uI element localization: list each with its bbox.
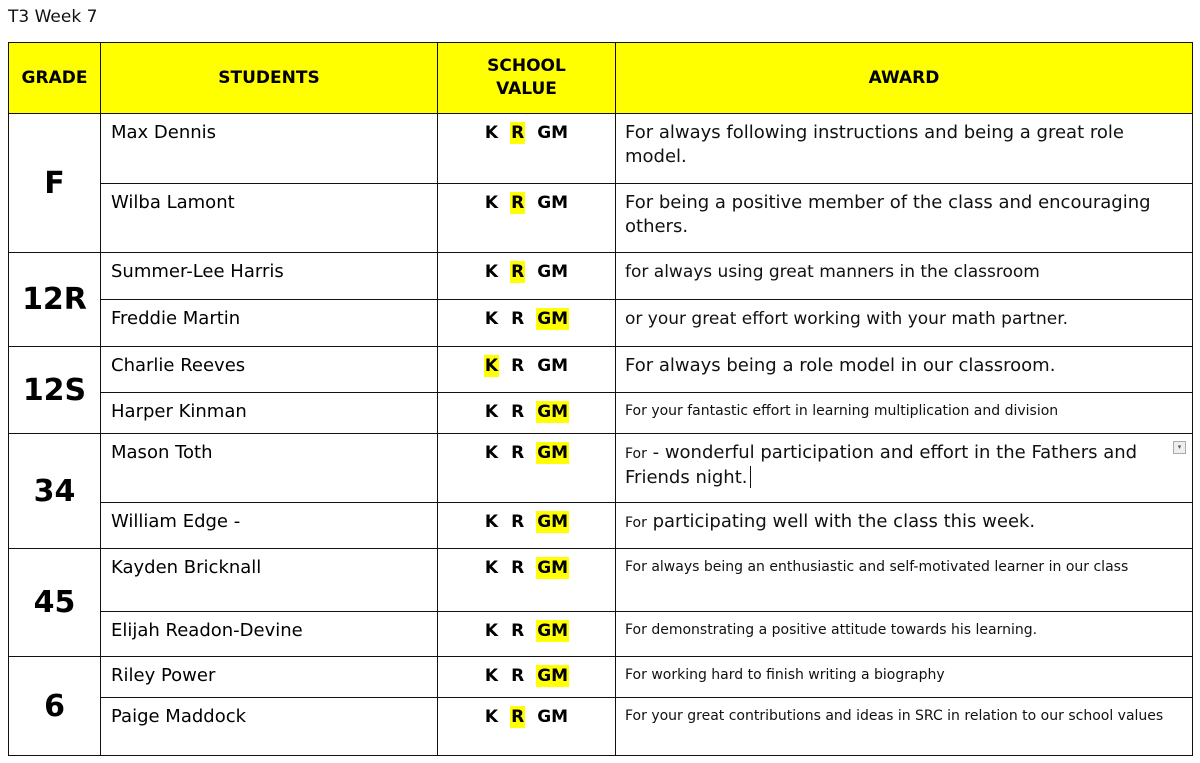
student-name[interactable]: William Edge -: [101, 503, 438, 549]
value-gm: GM: [537, 193, 569, 213]
student-name[interactable]: Charlie Reeves: [101, 347, 438, 393]
table-row: [9, 347, 1193, 393]
value-gm-highlighted: GM: [537, 666, 569, 686]
grade-cell: 12S: [9, 347, 101, 434]
award-text[interactable]: For always following instructions and being a great role model.: [616, 114, 1193, 184]
value-r: R: [511, 356, 525, 376]
award-text[interactable]: For always being an enthusiastic and self-motivated learner in our class: [616, 549, 1193, 612]
student-name[interactable]: Summer-Lee Harris: [101, 253, 438, 300]
award-text[interactable]: For always being a role model in our classroom.: [616, 347, 1193, 393]
value-gm-highlighted: GM: [537, 443, 569, 463]
table-row: [9, 698, 1193, 756]
value-r: R: [511, 558, 525, 578]
award-text[interactable]: or your great effort working with your math partner.: [616, 300, 1193, 347]
school-value-cell: [438, 657, 616, 698]
value-k: K: [484, 707, 499, 727]
table-row: [9, 253, 1193, 300]
table-row: [9, 612, 1193, 657]
value-r: R: [511, 443, 525, 463]
value-gm: GM: [537, 262, 569, 282]
value-k: K: [484, 512, 499, 532]
award-text[interactable]: for always using great manners in the classroom: [616, 253, 1193, 300]
awards-table: [8, 42, 1193, 756]
value-r-highlighted: R: [511, 707, 525, 727]
grade-cell: F: [9, 114, 101, 253]
value-k: K: [484, 193, 499, 213]
student-name[interactable]: Paige Maddock: [101, 698, 438, 756]
award-prefix: For: [625, 446, 647, 462]
value-k: K: [484, 262, 499, 282]
value-r-highlighted: R: [511, 123, 525, 143]
value-r: R: [511, 402, 525, 422]
value-k: K: [484, 666, 499, 686]
student-name[interactable]: Riley Power: [101, 657, 438, 698]
value-k: K: [484, 402, 499, 422]
student-name[interactable]: Max Dennis: [101, 114, 438, 184]
value-gm-highlighted: GM: [537, 402, 569, 422]
value-r: R: [511, 512, 525, 532]
award-text[interactable]: For your great contributions and ideas in SRC in relation to our school values: [616, 698, 1193, 756]
student-name[interactable]: Freddie Martin: [101, 300, 438, 347]
grade-cell: 6: [9, 657, 101, 756]
value-k: K: [484, 309, 499, 329]
table-row: [9, 184, 1193, 253]
table-row: [9, 300, 1193, 347]
school-value-cell: [438, 114, 616, 184]
header-school-value: [438, 43, 616, 114]
header-students: STUDENTS: [101, 43, 438, 114]
text-cursor: [750, 466, 751, 488]
student-name[interactable]: Mason Toth: [101, 434, 438, 503]
grade-cell: 45: [9, 549, 101, 657]
school-value-cell: [438, 612, 616, 657]
header-award: AWARD: [616, 43, 1193, 114]
table-row: [9, 434, 1193, 503]
value-gm: GM: [537, 123, 569, 143]
grade-cell: 12R: [9, 253, 101, 347]
value-r-highlighted: R: [511, 262, 525, 282]
award-text[interactable]: For demonstrating a positive attitude towards his learning.: [616, 612, 1193, 657]
table-row: [9, 503, 1193, 549]
value-r: R: [511, 621, 525, 641]
award-text[interactable]: For your fantastic effort in learning multiplication and division: [616, 393, 1193, 434]
school-value-cell: [438, 253, 616, 300]
award-text-editing[interactable]: [616, 434, 1193, 503]
school-value-cell: [438, 549, 616, 612]
student-name[interactable]: Elijah Readon-Devine: [101, 612, 438, 657]
school-value-cell: [438, 184, 616, 253]
award-prefix: For: [625, 515, 647, 531]
value-gm-highlighted: GM: [537, 309, 569, 329]
header-school-value-line1: SCHOOL: [487, 56, 566, 76]
value-k-highlighted: K: [484, 356, 499, 376]
value-k: K: [484, 621, 499, 641]
value-r: R: [511, 666, 525, 686]
award-body: - wonderful participation and effort in the Fathers and Friends night.: [625, 442, 1138, 488]
value-r-highlighted: R: [511, 193, 525, 213]
school-value-cell: [438, 698, 616, 756]
value-r: R: [511, 309, 525, 329]
grade-cell: 34: [9, 434, 101, 549]
header-grade: GRADE: [9, 43, 101, 114]
header-row: [9, 43, 1193, 114]
award-text[interactable]: [616, 503, 1193, 549]
school-value-cell: [438, 347, 616, 393]
value-gm: GM: [537, 356, 569, 376]
award-text[interactable]: For being a positive member of the class and encouraging others.: [616, 184, 1193, 253]
document-title: T3 Week 7: [8, 7, 98, 27]
award-text[interactable]: For working hard to finish writing a biography: [616, 657, 1193, 698]
student-name[interactable]: Wilba Lamont: [101, 184, 438, 253]
table-row: [9, 114, 1193, 184]
award-body: participating well with the class this week.: [646, 511, 1036, 532]
table-row: [9, 657, 1193, 698]
value-gm-highlighted: GM: [537, 558, 569, 578]
table-row: [9, 393, 1193, 434]
table-row: [9, 549, 1193, 612]
value-k: K: [484, 558, 499, 578]
dropdown-arrow-icon[interactable]: ▾: [1173, 441, 1186, 454]
school-value-cell: [438, 300, 616, 347]
school-value-cell: [438, 503, 616, 549]
school-value-cell: [438, 434, 616, 503]
value-k: K: [484, 123, 499, 143]
value-k: K: [484, 443, 499, 463]
value-gm-highlighted: GM: [537, 512, 569, 532]
student-name[interactable]: Harper Kinman: [101, 393, 438, 434]
header-school-value-line2: VALUE: [496, 79, 557, 99]
student-name[interactable]: Kayden Bricknall: [101, 549, 438, 612]
value-gm: GM: [537, 707, 569, 727]
value-gm-highlighted: GM: [537, 621, 569, 641]
school-value-cell: [438, 393, 616, 434]
